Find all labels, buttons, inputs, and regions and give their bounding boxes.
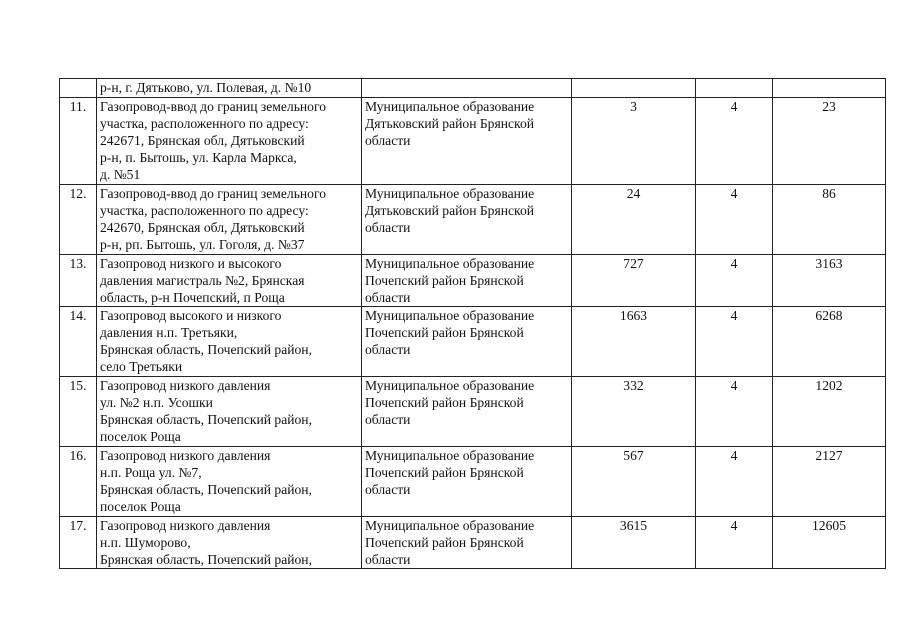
object-name: Газопровод низкого и высокого давления магистраль №2, Брянская область, р-н Почепский, п Роща (97, 255, 362, 307)
object-name: р-н, г. Дятьково, ул. Полевая, д. №10 (97, 79, 362, 98)
table-row (60, 255, 886, 307)
owner: Муниципальное образование Почепский район Брянской области (362, 517, 572, 569)
value-length: 3 (572, 98, 696, 185)
table-row (60, 377, 886, 447)
table-row (60, 98, 886, 185)
row-number: 12. (60, 185, 97, 255)
value-amount: 86 (773, 185, 886, 255)
owner: Муниципальное образование Почепский район Брянской области (362, 377, 572, 447)
table-row (60, 307, 886, 377)
value-amount: 1202 (773, 377, 886, 447)
object-name: Газопровод-ввод до границ земельного участка, расположенного по адресу: 242671, Брянская обл, Дятьковский р-н, п. Бытошь, ул. Карла Маркса, д. №51 (97, 98, 362, 185)
owner: Муниципальное образование Дятьковский район Брянской области (362, 98, 572, 185)
row-number: 14. (60, 307, 97, 377)
value-category: 4 (696, 447, 773, 517)
owner: Муниципальное образование Почепский район Брянской области (362, 307, 572, 377)
row-number (60, 79, 97, 98)
value-category: 4 (696, 185, 773, 255)
value-length: 727 (572, 255, 696, 307)
row-number: 17. (60, 517, 97, 569)
row-number: 13. (60, 255, 97, 307)
object-name: Газопровод-ввод до границ земельного участка, расположенного по адресу: 242670, Брянская обл, Дятьковский р-н, рп. Бытошь, ул. Гоголя, д. №37 (97, 185, 362, 255)
value-length: 3615 (572, 517, 696, 569)
owner (362, 79, 572, 98)
value-category: 4 (696, 377, 773, 447)
row-number: 16. (60, 447, 97, 517)
gas-pipeline-table (59, 78, 886, 569)
table-row (60, 517, 886, 569)
object-name: Газопровод низкого давления ул. №2 н.п. Усошки Брянская область, Почепский район, поселок Роща (97, 377, 362, 447)
owner: Муниципальное образование Дятьковский район Брянской области (362, 185, 572, 255)
value-length: 24 (572, 185, 696, 255)
owner: Муниципальное образование Почепский район Брянской области (362, 255, 572, 307)
value-amount: 2127 (773, 447, 886, 517)
value-amount: 6268 (773, 307, 886, 377)
value-length: 567 (572, 447, 696, 517)
value-amount: 12605 (773, 517, 886, 569)
value-length: 1663 (572, 307, 696, 377)
value-category (696, 79, 773, 98)
value-length: 332 (572, 377, 696, 447)
value-amount: 3163 (773, 255, 886, 307)
row-number: 15. (60, 377, 97, 447)
value-amount: 23 (773, 98, 886, 185)
value-category: 4 (696, 307, 773, 377)
table-row (60, 447, 886, 517)
value-length (572, 79, 696, 98)
table-row (60, 79, 886, 98)
object-name: Газопровод низкого давления н.п. Шуморово, Брянская область, Почепский район, (97, 517, 362, 569)
row-number: 11. (60, 98, 97, 185)
value-category: 4 (696, 255, 773, 307)
value-amount (773, 79, 886, 98)
owner: Муниципальное образование Почепский район Брянской области (362, 447, 572, 517)
object-name: Газопровод высокого и низкого давления н.п. Третьяки, Брянская область, Почепский район, село Третьяки (97, 307, 362, 377)
value-category: 4 (696, 517, 773, 569)
value-category: 4 (696, 98, 773, 185)
table-row (60, 185, 886, 255)
object-name: Газопровод низкого давления н.п. Роща ул. №7, Брянская область, Почепский район, поселок Роща (97, 447, 362, 517)
